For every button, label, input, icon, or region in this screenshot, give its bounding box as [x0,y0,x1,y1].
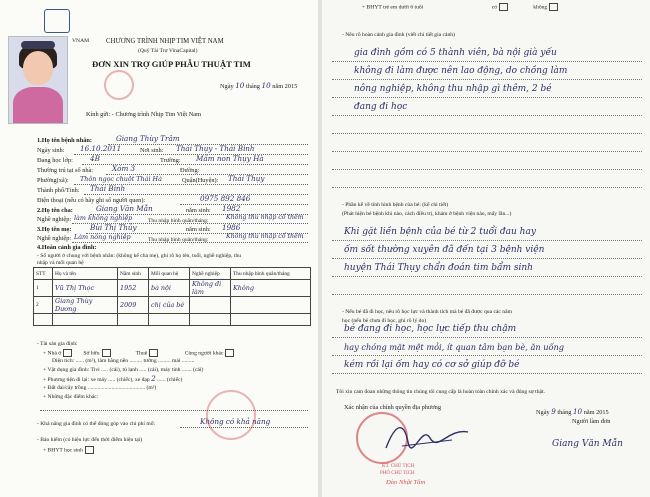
name-label: 1.Họ tên bệnh nhân: [37,137,92,144]
city-label: Thành phố/Tỉnh: [37,187,80,194]
city-value: Thái Bình [90,184,126,193]
support-label: - Khả năng gia đình có thể đóng góp vào chi phí mổ: [37,421,156,427]
authority-confirm-label: Xác nhận của chính quyền địa phương [344,404,441,411]
table-row [34,280,311,297]
table-cell [231,314,311,326]
hamlet-value: Xóm 3 [112,164,136,173]
mother-job-value: Làm nông nghiệp [74,233,131,241]
address-label: Thường trú tại số nhà: [37,167,94,174]
father-income-label: Thu nhập bình quân/tháng: [148,218,209,224]
bhyt-child: + BHYT trẻ em dưới 6 tuổi có không [362,3,558,11]
ward-value: Thôn ngọc chuột Thái Hà [80,175,162,183]
family-table [33,267,311,326]
form-date: Ngày 10 tháng 10 năm 2015 [220,81,298,90]
stamp-name: Đào Nhật Tâm [386,479,426,486]
table-cell: bà nội [149,280,190,297]
official-signature-icon [382,418,472,454]
dob-value: 16.10.2011 [80,144,122,153]
heartbeat-logo-icon [44,9,70,33]
area-row: Diện tích: ...... (m²), làm bằng nền ......... tường ......... mái ......... [52,358,195,364]
schoolname-value: Mầm non Thụy Hà [196,154,264,163]
schoolname-label: Trường: [160,157,181,164]
table-cell: 1 [34,280,53,297]
column-header: Họ và tên [53,268,118,280]
illness-label: - Phần kể về tình hình bệnh của bé: (kể chi tiết) [342,202,449,208]
district-value: Thái Thụy [228,174,265,183]
table-cell: chị của bé [149,297,190,314]
mother-year-label: năm sinh: [186,226,211,233]
family-desc-1: - Số người ở chung với bệnh nhân: (không kể cha mẹ), ghi rõ họ tên, tuổi, nghề nghiệp, thu [37,253,242,259]
org-name: CHƯƠNG TRÌNH NHỊP TIM VIỆT NAM [106,38,224,45]
school-line: hay chóng mặt mệt mỏi, ít quan tâm bạn bè, ăn uống [344,342,565,352]
sign-date: Ngày 9 tháng 10 năm 2015 [536,407,609,416]
bhyt-student-label: + BHYT học sinh [43,446,94,454]
ward-label: Phường(xã): [37,177,69,184]
table-cell [149,314,190,326]
name-value: Giang Thùy Trâm [116,134,180,143]
appliances-row: + Vật dụng gia đình: Tivi ..... (cái), tủ lạnh ..... (cái), máy tính ....... (cái) [43,367,204,373]
story-line: gia đình gồm có 5 thành viên, bà nội già yếu [354,48,557,58]
father-income-value: Không thu nhập cố thêm [226,214,304,221]
illness-line: huyện Thái Thụy chẩn đoán tim bẩm sinh [344,263,533,273]
table-cell: Giang Thùy Dương [53,297,118,314]
school-question-2: học (nếu bé chưa đi học, ghi rõ lý do) [342,318,427,324]
table-cell: 2 [34,297,53,314]
birthplace-value: Thái Thụy - Thái Bình [176,144,255,153]
table-cell [190,297,231,314]
mother-job-label: Nghề nghiệp: [37,235,72,242]
family-heading: 4.Hoàn cảnh gia đình: [37,244,97,251]
column-header: Thu nhập bình quân/tháng [231,268,311,280]
table-cell [190,314,231,326]
yes-checkbox [499,3,508,11]
support-value: Không có khả năng [200,417,271,426]
school-line: kém rồi lại ốm hay có cơ sở giúp đỡ bé [344,360,520,370]
story-line: nông nghiệp, không thu nhập gì thêm, 2 bé [354,84,552,94]
birthplace-label: Nơi sinh: [140,147,164,154]
family-desc-2: nhập và mối quan hệ [37,260,84,266]
page-left [0,0,318,497]
logo-text: VNAM [72,38,90,44]
illness-line: Khi gặt liền bệnh của bé từ 2 tuổi đau hay [344,227,536,237]
table-cell: Vũ Thị Thọc [53,280,118,297]
phone-value: 0975 892 846 [200,194,251,203]
school-question-1: - Nếu bé đã đi học, nêu rõ học lực và thành tích mà bé đã được qua các năm [342,309,512,315]
owned-checkbox [102,349,111,357]
mother-value: Bùi Thị Thủy [90,223,137,232]
with-checkbox [225,349,234,357]
commitment: Tôi xin cam đoan những thông tin chúng tôi cung cấp là hoàn toàn chính xác và đúng sự thật. [336,389,545,395]
table-header-row [34,268,311,280]
applicant-signature: Giang Văn Mẫn [552,439,623,449]
illness-sub: (Phát hiện bé bệnh khi nào, cách điều trị, khám ở bệnh viện nào, mấy lần...) [342,211,512,217]
table-cell: 2009 [118,297,149,314]
table-row [34,297,311,314]
stamp-title: KT. CHỦ TỊCH [382,464,415,469]
mother-year-value: 1986 [222,223,241,232]
page-right [322,0,650,497]
column-header: STT [34,268,53,280]
insurance-label: - Bảo hiểm (có hiệu lực đến thời điểm hiện tại) [37,437,143,443]
patient-photo [8,36,68,124]
district-label: Quận(Huyện): [182,177,219,184]
rent-checkbox [149,349,158,357]
recipient: Kính gửi: - Chương trình Nhịp Tim Việt Nam [86,111,201,118]
applicant-label: Người làm đơn [572,418,611,425]
table-cell [53,314,118,326]
faint-stamp-icon [206,390,256,440]
illness-line: ốm sốt thường xuyên đã đến tại 3 bệnh viện [344,245,545,255]
other-row: + Những đặc điểm khác: [43,394,99,400]
father-year-value: 1982 [222,204,241,213]
photo-stamp-icon [104,70,134,100]
mother-income-value: Không thu nhập cố thêm [226,233,304,240]
mother-income-label: Thu nhập bình quân/tháng: [148,237,209,243]
assets-heading: - Tài sản gia đình: [37,341,78,347]
story-line: không đi làm được nên lao động, do chồng làm [354,66,568,76]
table-row [34,314,311,326]
table-cell [118,314,149,326]
school-line: bé đang đi học, học lực tiếp thu chậm [344,324,517,334]
school-value: 4B [90,154,100,163]
table-cell: Không [231,280,311,297]
house-row: + Nhà ở Sở hữu Thuê Cùng người khác [43,349,234,357]
dob-label: Ngày sinh: [37,147,65,154]
school-label: Đang học lớp: [37,157,73,164]
story-line: đang đi học [354,102,408,112]
father-job-value: làm không nghiệp [74,214,133,222]
phone-label: Điện thoại (nếu có hãy ghi số người quen): [37,197,146,204]
column-header: Mối quan hệ [149,268,190,280]
house-checkbox [63,349,72,357]
column-header: Năm sinh [118,268,149,280]
bhyt-student-checkbox [85,446,94,454]
father-year-label: năm sinh: [186,207,211,214]
table-cell: 1952 [118,280,149,297]
story-label: - Nêu rõ hoàn cảnh gia đình (viết chi tiết gia cảnh) [342,32,455,38]
sponsor: (Quỹ Tài Trợ VinaCapital) [138,48,198,54]
table-cell [34,314,53,326]
mother-label: 3.Họ tên mẹ: [37,226,72,233]
land-row: + Đất đai/cây trồng ......................................... (m²) [43,385,157,391]
street-label: Đường: [180,167,200,174]
father-value: Giang Văn Mẫn [96,204,153,213]
no-checkbox [549,3,558,11]
column-header: Nghề nghiệp [190,268,231,280]
father-label: 2.Họ tên cha: [37,207,73,214]
table-cell [231,297,311,314]
table-cell: Không đi làm [190,280,231,297]
father-job-label: Nghề nghiệp: [37,216,72,223]
form-title: ĐƠN XIN TRỢ GIÚP PHẪU THUẬT TIM [92,59,251,69]
transport-row: + Phương tiện đi lại: xe máy ..... (chiếc), xe đạp 2 ...... (chiếc) [43,374,183,383]
stamp-subtitle: PHÓ CHỦ TỊCH [380,471,415,476]
